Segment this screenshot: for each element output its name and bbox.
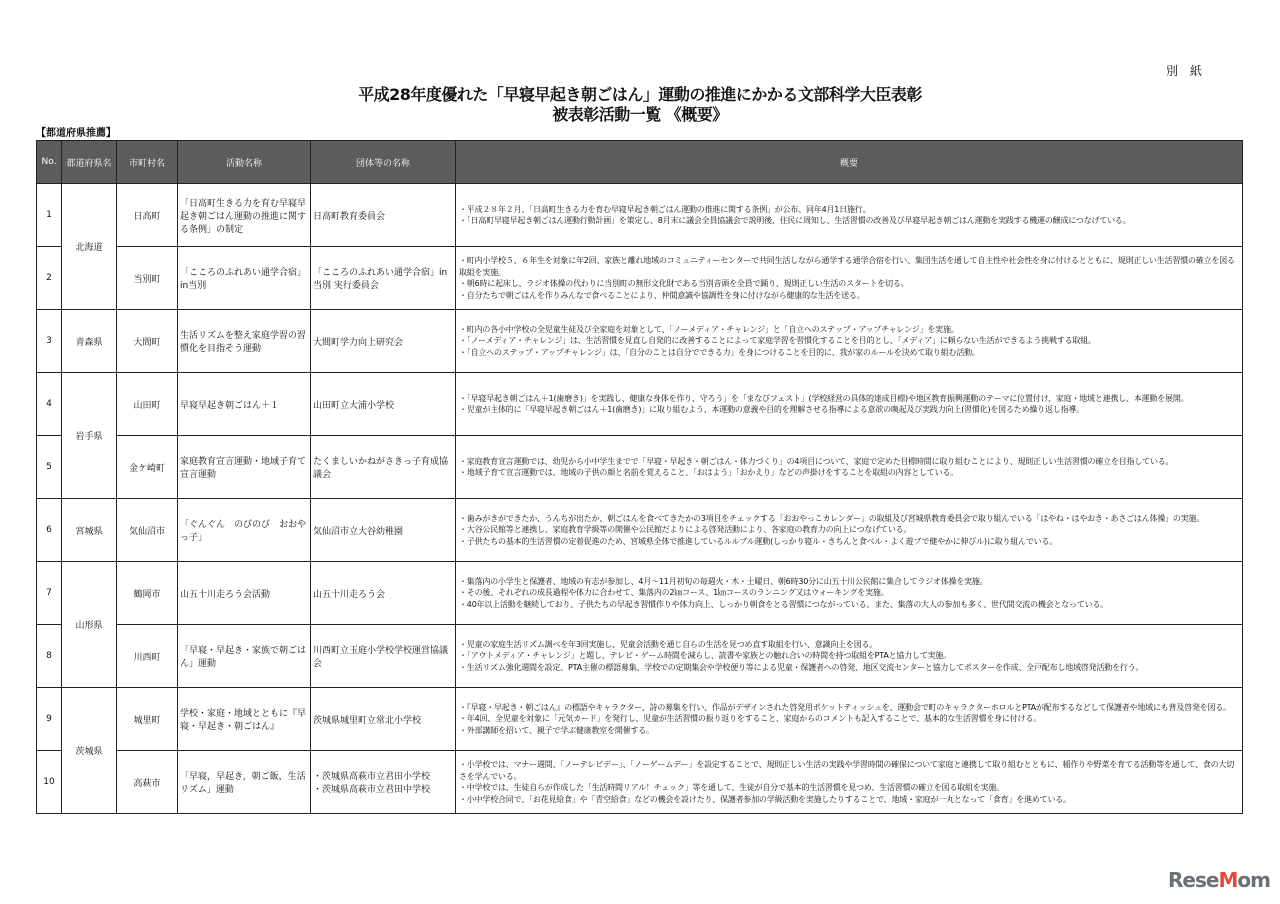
summary-cell — [456, 688, 1243, 751]
summary-line: ・児童が主体的に「早寝早起き朝ごはん＋1(歯磨き)」に取り組むよう、本運動の意義や目的を理解させる指導による意欲の喚起及び実践力向上(習慣化)を図るため繰り返し指導。 — [459, 405, 1084, 414]
summary-line: ・『早寝・早起き・朝ごはん』の標語やキャラクター、詩の募集を行い、作品がデザインされた啓発用ポケットティッシュを、運動会で町のキャラクターホロルとPTAが配布するなどして保護者や地域にも普及啓発を図る。 — [459, 702, 1231, 712]
summary-cell — [456, 562, 1243, 625]
row-no: 2 — [37, 247, 62, 310]
table-row — [37, 373, 1243, 436]
row-no: 9 — [37, 688, 62, 751]
row-no: 6 — [37, 499, 62, 562]
row-no: 10 — [37, 751, 62, 814]
table-row — [37, 436, 1243, 499]
activity-name-cell: 「早寝，早起き，朝ご飯，生活リズム」運動 — [178, 751, 311, 814]
summary-line: ・平成２８年２月、「日高町生きる力を育む早寝早起き朝ごはん運動の推進に関する条例」が公布、同年4月1日施行。 — [459, 204, 871, 214]
summary-line: ・中学校では、生徒自らが作成した「生活時間リアル！チェック」等を通して、生徒が自分で基本的生活習慣を見つめ、生活習慣の確立を図る取組を実施。 — [459, 783, 1004, 792]
table-row — [37, 184, 1243, 247]
summary-line: ・大谷公民館等と連携し、家庭教育学級等の開催や公民館だよりによる啓発活動により、各家庭の教育力の向上につなげている。 — [459, 525, 912, 535]
organization-cell: ・茨城県高萩市立君田小学校 ・茨城県高萩市立君田中学校 — [311, 751, 456, 814]
summary-cell — [456, 373, 1243, 436]
summary-cell — [456, 184, 1243, 247]
table-row — [37, 562, 1243, 625]
document-subtitle: 被表彰活動一覧 《概要》 — [552, 105, 728, 124]
prefecture-cell: 岩手県 — [62, 373, 117, 499]
city-cell: 金ケ崎町 — [117, 436, 178, 499]
prefecture-cell: 山形県 — [62, 562, 117, 688]
activity-name-cell: 「こころのふれあい通学合宿」in当別 — [178, 247, 311, 310]
summary-line: ・地域子育て宣言運動では、地域の子供の顔と名前を覚えること、「おはよう」「おかえり」などの声掛けをすることを取組の内容としている。 — [459, 468, 958, 477]
summary-line: ・小中学校合同で、「お花見給食」や「青空給食」などの機会を設けたり、保護者参加の学級活動を実施したりすることで、地域・家庭が一丸となって「食育」を進めている。 — [459, 794, 1071, 804]
row-no: 1 — [37, 184, 62, 247]
summary-line: ・40年以上活動を継続しており、子供たちの早起き習慣作りや体力向上、しっかり朝食をとる習慣につながっている。また、集落の大人の参加も多く、世代間交流の機会となっている。 — [459, 599, 1109, 609]
summary-cell — [456, 499, 1243, 562]
summary-cell — [456, 310, 1243, 373]
annex-label: 別 紙 — [1166, 64, 1206, 78]
summary-line: ・小学校では、マナー週間、「ノーテレビデー」、「ノーゲームデー」を設定することで、規則正しい生活の実践や学習時間の確保について家庭と連携して取り組むとともに、稲作りや野菜を育てる活動等を通して、食の大切さを学んでいる。 — [459, 760, 1234, 781]
city-cell: 城里町 — [117, 688, 178, 751]
summary-line: ・町内小学校５、６年生を対象に年2回、家族と離れ地域のコミュニティーセンターで共同生活しながら通学する通学合宿を行い、集団生活を通して自主性や社会性を身に付けるとともに、規則正しい生活習慣の確立を図る取組を実施。 — [459, 256, 1235, 277]
city-cell: 当別町 — [117, 247, 178, 310]
city-cell: 山田町 — [117, 373, 178, 436]
activity-name-cell: 「早寝・早起き・家族で朝ごはん」運動 — [178, 625, 311, 688]
summary-line: ・児童の家庭生活リズム調べを年3回実施し、児童会活動を通じ自らの生活を見つめ直す取組を行い、意識向上を図る。 — [459, 639, 878, 649]
document-title: 平成28年度優れた「早寝早起き朝ごはん」運動の推進にかかる文部科学大臣表彰 — [358, 85, 922, 104]
activity-name-cell: 学校・家庭・地域とともに『早寝・早起き・朝ごはん』 — [178, 688, 311, 751]
table-row — [37, 247, 1243, 310]
summary-line: ・生活リズム強化週間を設定、PTA主催の標語募集、学校での定期集会や学校便り等による児童・保護者への啓発、地区交流センターと協力してポスターを作成、全戸配布し地域啓発活動を行う。 — [459, 662, 1144, 672]
activity-name-cell: 「日高町生きる力を育む早寝早起き朝ごはん運動の推進に関する条例」の制定 — [178, 184, 311, 247]
summary-line: ・「日高町早寝早起き朝ごはん運動行動計画」を策定し、8月末に議会全員協議会で説明後、住民に周知し、生活習慣の改善及び早寝早起き朝ごはん運動を実践する機運の醸成につなげている。 — [459, 216, 1131, 225]
table-row — [37, 499, 1243, 562]
summary-line: ・家庭教育宣言運動では、幼児から小中学生までで「早寝・早起き・朝ごはん・体力づくり」の4項目について、家庭で定めた目標時間に取り組むことにより、規則正しい生活習慣の確立を目指している。 — [459, 456, 1174, 466]
header-org: 団体等の名称 — [311, 141, 456, 184]
row-no: 4 — [37, 373, 62, 436]
prefecture-cell: 宮城県 — [62, 499, 117, 562]
summary-line: ・町内の各小中学校の全児童生徒及び全家庭を対象として、「ノーメディア・チャレンジ」と「自立へのステップ・アップチャレンジ」を実施。 — [459, 324, 959, 334]
city-cell: 高萩市 — [117, 751, 178, 814]
row-no: 5 — [37, 436, 62, 499]
organization-cell: 日高町教育委員会 — [311, 184, 456, 247]
table-row — [37, 751, 1243, 814]
header-activity: 活動名称 — [178, 141, 311, 184]
summary-line: ・「アウトメディア・チャレンジ」と題し、テレビ・ゲーム時間を減らし、読書や家族との触れ合いの時間を持つ取組をPTAと協力して実施。 — [459, 651, 952, 661]
city-cell: 日高町 — [117, 184, 178, 247]
activity-name-cell: 山五十川走ろう会活動 — [178, 562, 311, 625]
city-cell: 大間町 — [117, 310, 178, 373]
summary-cell — [456, 751, 1243, 814]
summary-line: ・歯みがきができたか、うんちが出たか、朝ごはんを食べてきたかの3項目をチェックする「おおやっこカレンダー」の取組及び宮城県教育委員会で取り組んでいる「はやね・はやおき・あさごはん体操」の実施。 — [459, 513, 1205, 523]
row-no: 3 — [37, 310, 62, 373]
summary-line: ・その後、それぞれの成長過程や体力に合わせて、集落内の2㎞コース、1㎞コースのランニング又はウォーキングを実施。 — [459, 588, 889, 598]
summary-line: ・朝6時に起床し、ラジオ体操の代わりに当別町の無形文化財である当別音頭を全員で踊り、規則正しい生活のスタートを切る。 — [459, 279, 909, 288]
organization-cell: 「こころのふれあい通学合宿」in当別 実行委員会 — [311, 247, 456, 310]
organization-cell: 山田町立大浦小学校 — [311, 373, 456, 436]
organization-cell: 山五十川走ろう会 — [311, 562, 456, 625]
table-row — [37, 688, 1243, 751]
summary-cell — [456, 436, 1243, 499]
organization-cell: 川西町立玉庭小学校学校運営協議会 — [311, 625, 456, 688]
prefecture-cell: 北海道 — [62, 184, 117, 310]
header-city: 市町村名 — [117, 141, 178, 184]
prefecture-cell: 青森県 — [62, 310, 117, 373]
header-no: No. — [37, 141, 62, 184]
summary-line: ・「早寝早起き朝ごはん＋1(歯磨き)」を実践し、健康な身体を作り、守ろう」を「まなびフェスト」(学校経営の具体的達成目標)や地区教育振興運動のテーマに位置付け、家庭・地域と連携し、本運動を展開。 — [459, 393, 1189, 403]
awards-table — [36, 140, 1243, 814]
organization-cell: たくましいかねがさきっ子育成協議会 — [311, 436, 456, 499]
activity-name-cell: 家庭教育宣言運動・地域子育て宣言運動 — [178, 436, 311, 499]
organization-cell: 大間町学力向上研究会 — [311, 310, 456, 373]
summary-line: ・自分たちで朝ごはんを作りみんなで食べることにより、仲間意識や協調性を身に付けながら健康的な生活を送る。 — [459, 290, 865, 300]
table-row — [37, 625, 1243, 688]
activity-name-cell: 早寝早起き朝ごはん＋１ — [178, 373, 311, 436]
summary-cell — [456, 247, 1243, 310]
summary-line: ・子供たちの基本的生活習慣の定着促進のため、宮城県全体で推進しているルルブル運動(しっかり寝ル・きちんと食べル・よく遊ブで健やかに伸びル)に取り組んでいる。 — [459, 536, 1058, 546]
summary-line: ・「自立へのステップ・アップチャレンジ」は、「自分のことは自分でできる力」を身につけることを目的に、我が家のルールを決めて取り組む活動。 — [459, 347, 980, 357]
row-no: 7 — [37, 562, 62, 625]
activity-name-cell: 生活リズムを整え家庭学習の習慣化を目指そう運動 — [178, 310, 311, 373]
summary-line: ・「ノーメディア・チャレンジ」は、生活習慣を見直し自発的に改善することによって家庭学習を習慣化することを目的とし、「メディア」に頼らない生活ができるよう挑戦する取組。 — [459, 336, 1096, 346]
resemom-logo: ReseMom — [1168, 868, 1270, 892]
table-row — [37, 310, 1243, 373]
header-summary: 概要 — [456, 141, 1243, 184]
activity-name-cell: 「ぐんぐん のびのび おおやっ子」 — [178, 499, 311, 562]
city-cell: 気仙沼市 — [117, 499, 178, 562]
summary-line: ・年4回、全児童を対象に「元気カード」を発行し、児童が生活習慣の振り返りをすること、家庭からのコメントも記入することで、基本的な生活習慣を身に付ける。 — [459, 714, 1041, 724]
prefecture-cell: 茨城県 — [62, 688, 117, 814]
summary-line: ・外部講師を招いて、親子で学ぶ健康教室を開催する。 — [459, 725, 654, 735]
summary-cell — [456, 625, 1243, 688]
row-no: 8 — [37, 625, 62, 688]
organization-cell: 気仙沼市立大谷幼稚園 — [311, 499, 456, 562]
city-cell: 川西町 — [117, 625, 178, 688]
header-pref: 都道府県名 — [62, 141, 117, 184]
table-header-row — [37, 141, 1243, 184]
summary-line: ・集落内の小学生と保護者、地域の有志が参加し、4月～11月初旬の毎週火・木・土曜日、朝6時30分に山五十川公民館に集合してラジオ体操を実施。 — [459, 576, 988, 586]
organization-cell: 茨城県城里町立常北小学校 — [311, 688, 456, 751]
section-label: 【都道府県推薦】 — [36, 128, 116, 139]
city-cell: 鶴岡市 — [117, 562, 178, 625]
